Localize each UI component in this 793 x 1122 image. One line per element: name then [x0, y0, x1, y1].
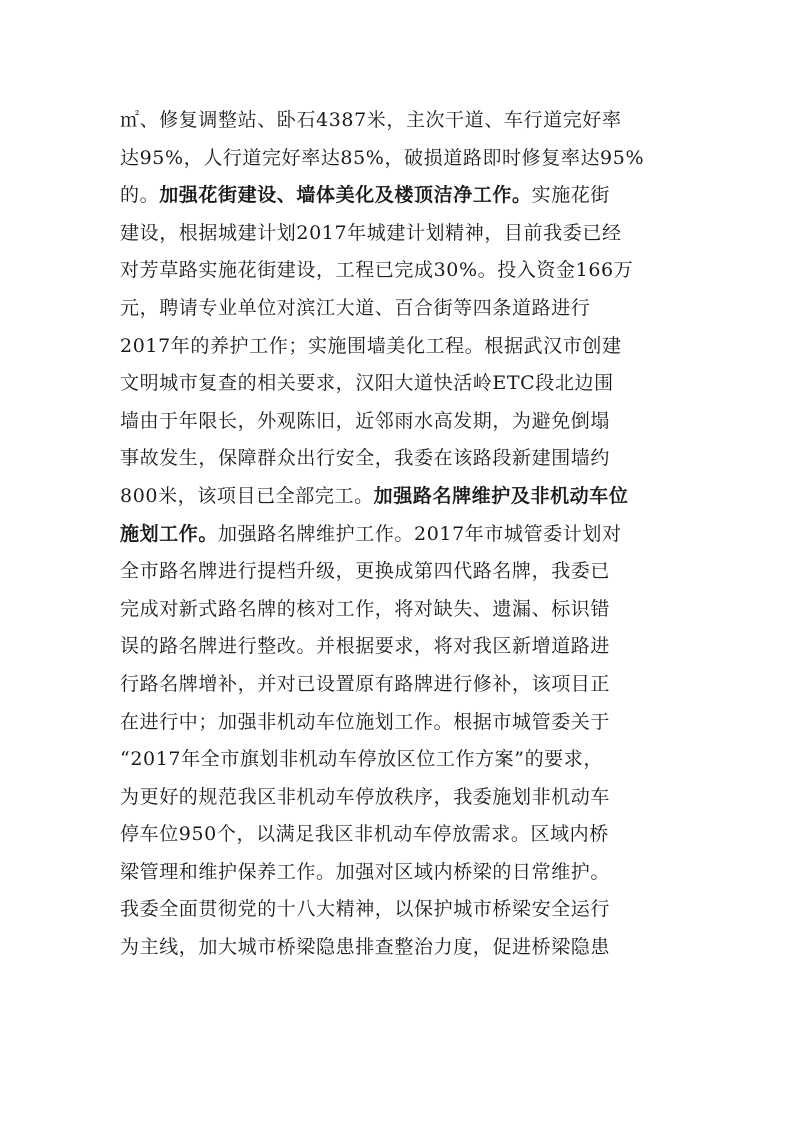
bold-text-segment: 加强路名牌维护及非机动车位: [373, 484, 629, 507]
bold-text-segment: 加强花街建设、墙体美化及楼顶洁净工作。: [159, 184, 532, 207]
text-line: [120, 140, 680, 178]
text-segment: 墙由于年限长，外观陈旧，近邻雨水高发期，为避免倒塌: [120, 409, 611, 432]
text-line: [120, 440, 680, 478]
text-line: [120, 102, 680, 140]
text-line: [120, 516, 680, 554]
text-line: [120, 290, 680, 328]
text-line: [120, 252, 680, 290]
text-line: [120, 628, 680, 666]
text-segment: 我委全面贯彻党的十八大精神，以保护城市桥梁安全运行: [120, 898, 611, 921]
text-segment: ㎡、修复调整站、卧石4387米，主次干道、车行道完好率: [120, 109, 622, 131]
text-segment: 文明城市复查的相关要求，汉阳大道快活岭ETC段北边围: [120, 372, 614, 395]
body-text: [120, 102, 680, 967]
text-segment: 对芳草路实施花街建设，工程已完成30%。投入资金166万: [120, 259, 634, 282]
text-line: [120, 704, 680, 742]
text-segment: 事故发生，保障群众出行安全，我委在该路段新建围墙约: [120, 447, 611, 470]
text-segment: 在进行中；加强非机动车位施划工作。根据市城管委关于: [120, 710, 611, 733]
text-line: [120, 891, 680, 929]
text-line: [120, 328, 680, 366]
text-line: [120, 591, 680, 629]
text-segment: 2017年的养护工作；实施围墙美化工程。根据武汉市创建: [120, 334, 622, 357]
text-segment: 达95%，人行道完好率达85%，破损道路即时修复率达95%: [120, 146, 645, 169]
text-segment: 为更好的规范我区非机动车停放秩序，我委施划非机动车: [120, 785, 611, 808]
text-line: [120, 403, 680, 441]
text-line: [120, 779, 680, 817]
bold-text-segment: 施划工作。: [120, 522, 219, 545]
text-line: [120, 741, 680, 779]
text-line: [120, 854, 680, 892]
text-line: [120, 177, 680, 215]
text-segment: 加强路名牌维护工作。2017年市城管委计划对: [218, 522, 622, 545]
text-segment: 行路名牌增补，并对已设置原有路牌进行修补，该项目正: [120, 672, 611, 695]
text-segment: “2017年全市旗划非机动车停放区位工作方案”的要求，: [120, 748, 603, 771]
text-segment: 完成对新式路名牌的核对工作，将对缺失、遗漏、标识错: [120, 597, 611, 620]
text-segment: 为主线，加大城市桥梁隐患排查整治力度，促进桥梁隐患: [120, 936, 611, 959]
text-line: [120, 666, 680, 704]
text-line: [120, 553, 680, 591]
text-segment: 建设，根据城建计划2017年城建计划精神，目前我委已经: [120, 221, 622, 244]
text-line: [120, 478, 680, 516]
text-line: [120, 816, 680, 854]
text-line: [120, 365, 680, 403]
text-segment: 停车位950个，以满足我区非机动车停放需求。区域内桥: [120, 823, 609, 846]
text-segment: 实施花街: [531, 184, 611, 207]
text-line: [120, 215, 680, 253]
text-segment: 800米，该项目已全部完工。: [120, 484, 374, 507]
text-line: [120, 929, 680, 967]
text-segment: 误的路名牌进行整改。并根据要求，将对我区新增道路进: [120, 635, 611, 658]
text-segment: 全市路名牌进行提档升级，更换成第四代路名牌，我委已: [120, 560, 611, 583]
text-segment: 梁管理和维护保养工作。加强对区域内桥梁的日常维护。: [120, 860, 611, 883]
text-segment: 元，聘请专业单位对滨江大道、百合街等四条道路进行: [120, 296, 591, 319]
text-segment: 的。: [120, 184, 160, 207]
